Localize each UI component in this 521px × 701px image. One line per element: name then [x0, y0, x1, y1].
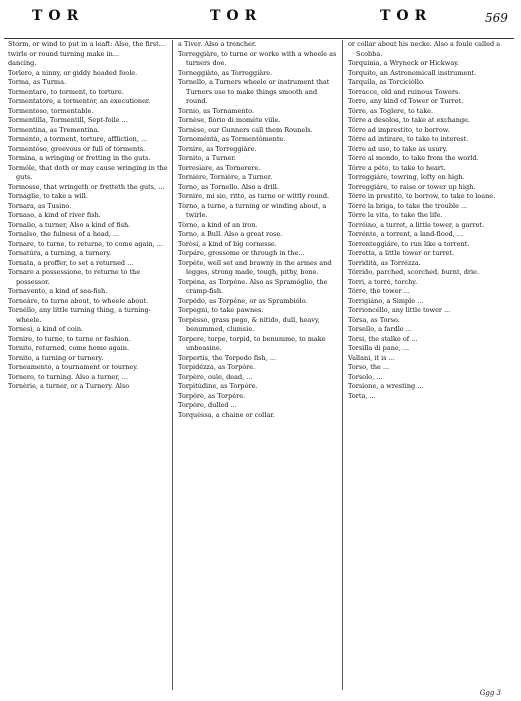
dictionary-entry: Torrioncéllo, any little tower ... — [348, 306, 451, 314]
dictionary-entry: Torreggiàre, to turne or worke with a wheele as turners doe. — [178, 49, 337, 67]
dictionary-entry: Tornito, a turning or turnery. — [8, 353, 104, 362]
dictionary-entry: Tornalio, a turner, Also a kind of fish. — [8, 220, 131, 229]
dictionary-entry: Torsello, a fardle ... — [348, 325, 412, 333]
dictionary-entry: Tornito, a Turner. — [178, 154, 236, 162]
dictionary-entry: Torrénte, a torrent, a land-flood, ... — [348, 230, 464, 238]
dictionary-entry: Tornoméntà, as Tormentòmente. — [178, 135, 286, 143]
dictionary-entry: Torma, as Turma. — [8, 78, 67, 86]
dictionary-entry: Torracce, old and ruinous Towers. — [348, 87, 461, 96]
dictionary-entry: Tórre ad uso, to take as usury. — [348, 144, 448, 153]
dictionary-entry: Torpáre, grossome or through in the... — [178, 249, 305, 257]
dictionary-entry: or collar about his necke. Also a foule called a Scobba. — [348, 40, 501, 58]
dictionary-entry: Tornata, a proffer, to set a returned ... — [8, 258, 134, 267]
dictionary-entry: Torretta, a little tower or turret. — [348, 249, 455, 257]
dictionary-entry: Torreggiáre, to raise or tower up high. — [348, 182, 476, 191]
header-center: TOR — [210, 8, 263, 24]
header-right: TOR — [380, 8, 433, 24]
signature-mark: Ggg 3 — [479, 689, 501, 697]
dictionary-entry: Torneàre, to turne about, to wheele about. — [8, 296, 149, 305]
dictionary-entry: Tornáglie, to take a will. — [8, 192, 88, 200]
dictionary-entry: Tórre la briga, to take the trouble ... — [348, 201, 468, 210]
dictionary-entry: Tornio, as Tornamento. — [178, 106, 255, 115]
page-number: 569 — [485, 11, 508, 25]
dictionary-entry: twirle or round turning make in... — [8, 49, 119, 58]
dictionary-entry: Torre, any kind of Tower or Turret. — [348, 97, 464, 105]
dictionary-entry: Torri, a torré, torchy. — [348, 277, 418, 286]
dictionary-entry: Tornire, as Torreggiàre. — [178, 144, 257, 153]
dictionary-entry: Torpèsso, grass pego, & nitido, dull, heavy, benummed, clumsie. — [178, 315, 320, 333]
header-rule — [4, 38, 514, 39]
dictionary-entry: Torpète, well set and brawny in the armes and legges, strong made, tough, pithy, bone. — [178, 258, 332, 276]
column-divider-2 — [342, 40, 343, 690]
dictionary-entry: Tórre, as Tóglere, to take. — [348, 106, 434, 115]
column-divider-1 — [172, 40, 173, 690]
dictionary-entry: Tornare a possessione, to returne to the possessor. — [8, 268, 141, 286]
dictionary-entry: Tormóle, that doth or may cause wringing in the guts. — [8, 163, 168, 181]
dictionary-entry: Torréino, a turret, a little tower, a garret. — [348, 220, 485, 229]
dictionary-entry: a Tiver. Also a trencher. — [178, 40, 257, 48]
dictionary-entry: Tornèse, our Gunners call them Rounels. — [178, 125, 313, 134]
dictionary-entry: Torrenteggiáre, to run like a torrent. — [348, 239, 470, 248]
dictionary-entry: Torrigiáno, a Simple ... — [348, 296, 424, 305]
dictionary-entry: Tornavento, a kind of sea-fish. — [8, 287, 108, 295]
dictionary-entry: Torreggiáre, towring, lofty on high. — [348, 173, 465, 181]
dictionary-entry: Torniére, Tornière, a Turner. — [178, 173, 273, 181]
dictionary-entry: Torpóre, dulled ... — [178, 401, 237, 409]
dictionary-entry: Torneggiàto, as Torreggiàre. — [178, 68, 273, 77]
dictionary-entry: Torresiare, as Tornerere. — [178, 163, 261, 172]
dictionary-entry: Tornello, a Turners wheele or instrument that Turners use to make things smooth and round. — [178, 78, 330, 105]
dictionary-entry: Tornaso, a kind of river fish. — [8, 211, 101, 219]
header-left: TOR — [32, 8, 85, 24]
dictionary-entry: Torsione, a wresting ... — [348, 382, 424, 390]
dictionary-entry: Tornèse, fiòrio di momète viile. — [178, 116, 281, 124]
dictionary-entry: Torpidézza, as Torpóre. — [178, 363, 256, 371]
dictionary-entry: Torpitúdine, as Torpóre. — [178, 382, 258, 390]
dictionary-entry: Tornesi, a kind of coin. — [8, 325, 84, 333]
dictionary-entry: Tornalso, the fulness of a head, ... — [8, 230, 120, 238]
dictionary-entry: Tornèrie, a turner, or a Turnery. Also — [8, 382, 130, 390]
dictionary-entry: Tórre ad imprestito, to borrow. — [348, 125, 450, 134]
dictionary-entry: Tórre ad intirare, to take to interest. — [348, 135, 469, 143]
dictionary-entry: Torpere, torpe, torpid, to benumme, to make unbeasine. — [178, 334, 326, 352]
dictionary-entry: Torquèssa, a chaine or collar. — [178, 410, 275, 419]
dictionary-entry: Tornire, mi sio, ritto, as turne or wittly round. — [178, 192, 330, 200]
dictionary-entry: Tornero, to turning. Also a turner, ... — [8, 372, 128, 381]
dictionary-entry: Torménto, a torment, torture, affliction, ... — [8, 135, 148, 143]
dictionary-entry: Tornare, to turne, to returne, to come again, ... — [8, 239, 164, 248]
dictionary-entry: Tórre al mondo, to take from the world. — [348, 154, 479, 162]
dictionary-entry: Torsolo, ... — [348, 372, 383, 381]
dictionary-entry: Torpédo, as Torpéne, or as Sprambiólo. — [178, 296, 308, 305]
dictionary-entry: Torta, ... — [348, 391, 376, 400]
dictionary-entry: Torpère, oule, dead, ... — [178, 372, 253, 381]
dictionary-entry: Tormentatóre, a tormentor, an executioner. — [8, 97, 151, 105]
dictionary-entry: Torsilla di pane, ... — [348, 344, 410, 352]
column-1 — [8, 40, 168, 694]
dictionary-entry: Tórrido, parched, scorched, burnt, drie. — [348, 268, 479, 276]
dictionary-entry: Tòrsa, as Torso. — [348, 315, 400, 324]
dictionary-entry: Tornito, returned, come home again. — [8, 344, 130, 352]
dictionary-entry: Tormina, a wringing or fretting in the guts. — [8, 154, 151, 162]
dictionary-entry: Tormentoso, tormentable. — [8, 106, 94, 115]
dictionary-entry: Torpegni, to take pawnes. — [178, 306, 264, 314]
dictionary-entry: Torquito, an Astronomicall instrument. — [348, 68, 477, 77]
dictionary-entry: Tarquíla, as Torciciòllo. — [348, 78, 425, 86]
dictionary-entry: Tórre la vita, to take the life. — [348, 211, 443, 219]
dictionary-entry: Torpertis, the Torpedo fish, ... — [178, 353, 277, 362]
dictionary-entry: Tormentare, to torment, to torture. — [8, 87, 124, 96]
dictionary-entry: Torsi, the stalke of ... — [348, 334, 418, 343]
dictionary-entry: Tòrno, a turne, a turning or winding about, a twirle. — [178, 201, 327, 219]
running-header — [0, 4, 521, 28]
dictionary-entry: Tormentina, as Trementina. — [8, 125, 100, 134]
dictionary-entry: Torlero, a ninny, or giddy headed foole. — [8, 68, 138, 77]
dictionary-entry: Vallani, it is ... — [348, 353, 395, 362]
dictionary-entry: Tòrno, a kind of an iron. — [178, 220, 258, 229]
column-3 — [348, 40, 508, 694]
dictionary-entry: Storm, or wind to put in a leaft: Also, the first... — [8, 40, 165, 48]
dictionary-entry: Tornéllo, any little turning thing, a turning-wheele. — [8, 306, 151, 324]
dictionary-entry: Tornire, to turne, to turne or fashion. — [8, 334, 131, 343]
column-2 — [178, 40, 338, 694]
dictionary-entry: Tormosse, that wringeth or fretteth the guts, ... — [8, 182, 165, 191]
dictionary-entry: Torno, as Tornello. Also a drill. — [178, 182, 279, 191]
dictionary-entry: Torpóre, as Torpére. — [178, 391, 246, 400]
dictionary-entry: Tornatúra, a turning, a turnery. — [8, 249, 112, 257]
dictionary-entry: Tormentilla, Tormentill, Sept-foile ... — [8, 116, 128, 124]
dictionary-entry: Tórre in prestito, to borrow, to take to loane. — [348, 192, 496, 200]
dictionary-entry: Tormentóso, greevous or full of torments. — [8, 144, 146, 153]
dictionary-entry: Tornara, as Tusino. — [8, 201, 72, 210]
dictionary-entry: Tórre a péto, to take to heart. — [348, 163, 446, 172]
dictionary-entry: Torpéna, as Torpéne. Also as Spramóglio, the cramp-fish. — [178, 277, 328, 295]
dictionary-entry: Torquinia, a Wryneck or Hickway. — [348, 59, 460, 67]
dictionary-entry: Torneamento, a tournament or tourney. — [8, 363, 139, 371]
dictionary-entry: Torso, the ... — [348, 363, 390, 371]
dictionary-entry: Tórre a desoloa, to take at exchange. — [348, 116, 471, 124]
dictionary-entry: Tórre, the tower ... — [348, 287, 410, 295]
dictionary-entry: Torno, a Bull. Also a great rose. — [178, 230, 283, 238]
dictionary-entry: Toròsi, a kind of big cornesse. — [178, 239, 277, 248]
dictionary-entry: Torridità, as Torrézza. — [348, 258, 421, 267]
dictionary-entry: dancing. — [8, 59, 37, 67]
